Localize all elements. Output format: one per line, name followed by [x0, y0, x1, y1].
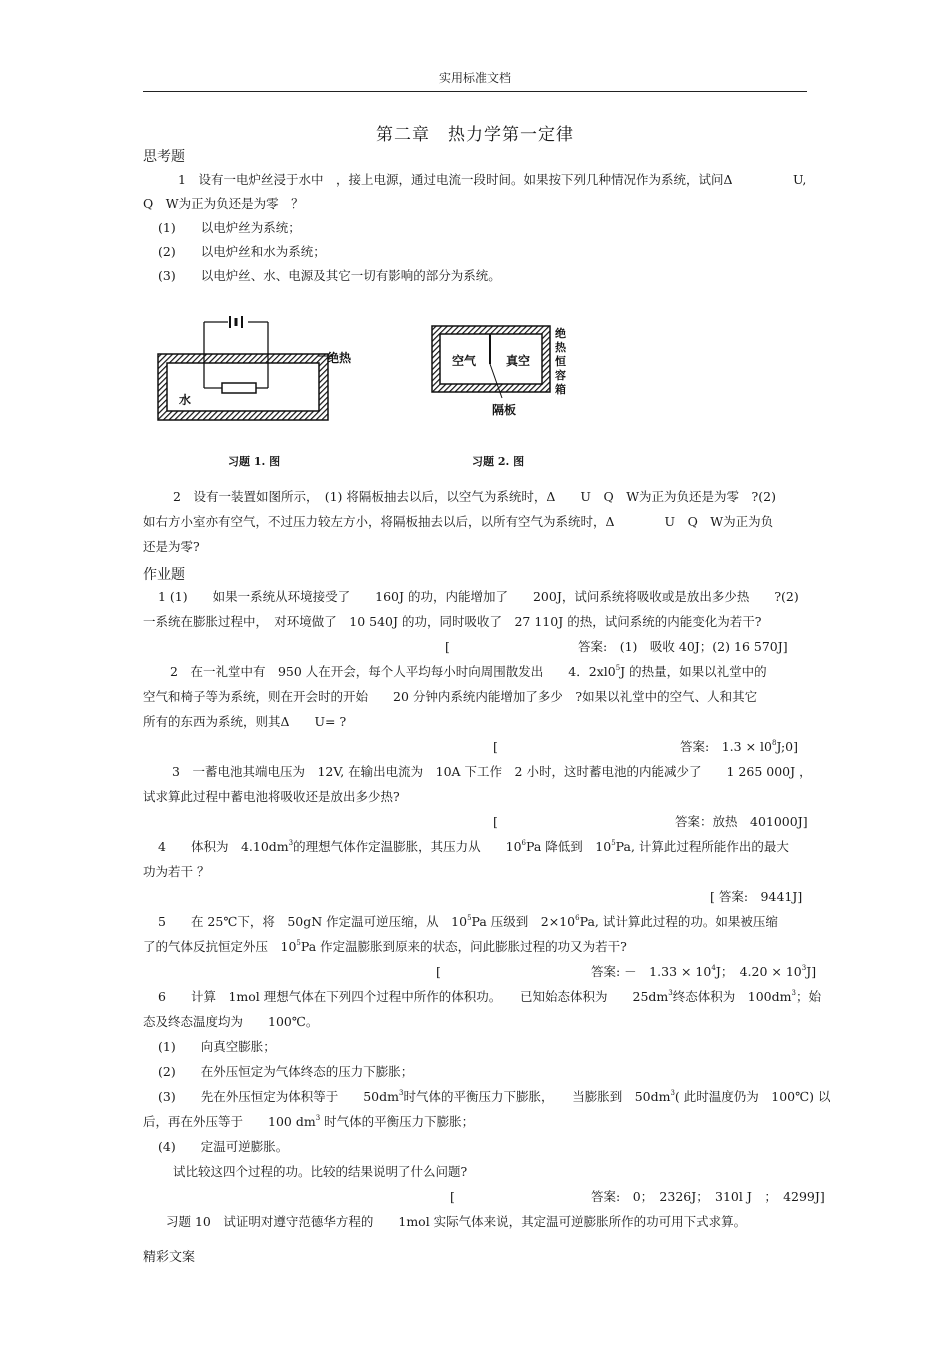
header-rule	[143, 91, 807, 92]
fig2-box-char-2: 热	[555, 341, 566, 354]
section-thinking: 思考题	[143, 149, 185, 165]
h5-answer: 答案: － $1.33 \times 10^4J$； $4.20 \times 10^3J$]	[591, 964, 817, 979]
q1-line-a-end: U,	[793, 172, 807, 187]
fig2-label-partition: 隔板	[492, 403, 517, 417]
fig2-box-char-3: 恒	[555, 355, 566, 368]
fig2-box-char-1: 绝	[555, 327, 566, 340]
h3-answer: 答案：放热 401000J]	[675, 814, 808, 829]
h6-answer-bracket: [	[450, 1189, 455, 1204]
h2-answer-bracket: [	[493, 739, 498, 754]
page-header: 实用标准文档	[438, 71, 511, 85]
h5-answer-bracket: [	[436, 964, 441, 979]
h6-answer: 答案: 0； 2326J； 310l J ； 4299J]	[591, 1189, 825, 1204]
h4-line-a: 4 体积为 $4.10dm^3$的理想气体作定温膨胀，其压力从 $10^6Pa$ 降低到 $10^5Pa$, 计算此过程所能作出的最大	[158, 839, 789, 854]
q1-line-b: Q W为正为负还是为零 ？	[143, 196, 304, 211]
h3-line-a: 3 一蓄电池其端电压为 12V, 在输出电流为 10A 下工作 2 小时，这时蓄电池的内能减少了 1 265 000J ，	[172, 764, 812, 779]
q1-line-a: 1 设有一电炉丝浸于水中 ，接上电源，通过电流一段时间。如果按下列几种情况作为系统，试问Δ	[178, 172, 733, 187]
q2-line-b: 如右方小室亦有空气，不过压力较左方小，将隔板抽去以后，以所有空气为系统时，Δ U Q W为正为负	[143, 514, 774, 529]
h6-item-3a: (3) 先在外压恒定为体积等于 $50dm^3$时气体的平衡压力下膨胀， 当膨胀到 $50dm^3$( 此时温度仍为 100℃) 以	[158, 1089, 831, 1104]
q1-item-1: (1) 以电炉丝为系统；	[158, 220, 301, 235]
fig2-box-char-5: 箱	[555, 383, 566, 396]
figure-2	[428, 322, 578, 422]
h1-line-b: 一系统在膨胀过程中， 对环境做了 10 540J 的功，同时吸收了 27 110J 的热，试问系统的内能变化为若干?	[143, 614, 762, 629]
h6-item-2: (2) 在外压恒定为气体终态的压力下膨胀；	[158, 1064, 414, 1079]
h6-line-a: 6 计算 1mol 理想气体在下列四个过程中所作的体积功。 已知始态体积为 $25dm^3$终态体积为 $100dm^3$；始	[158, 989, 821, 1004]
h5-line-a: 5 在 25℃下，将 50gN 作定温可逆压缩，从 $10^5Pa$ 压级到 $2\times 10^6Pa$, 试计算此过程的功。如果被压缩	[158, 914, 778, 929]
h6-line-b: 态及终态温度均为 100℃。	[143, 1014, 319, 1029]
q1-item-3: (3) 以电炉丝、水、电源及其它一切有影响的部分为系统。	[158, 268, 501, 283]
h1-answer: 答案: (1) 吸收 40J；(2) 16 570J]	[578, 639, 788, 654]
q2-line-a: 2 设有一装置如图所示， (1) 将隔板抽去以后，以空气为系统时，Δ U Q W为正为负还是为零 ?(2)	[173, 489, 776, 504]
fig2-label-vacuum: 真空	[506, 354, 531, 368]
h1-line-a: 1 (1) 如果一系统从环境接受了 160J 的功，内能增加了 200J，试问系统将吸收或是放出多少热 ?(2)	[158, 589, 799, 604]
h6-item-1: (1) 向真空膨胀；	[158, 1039, 276, 1054]
h2-line-c: 所有的东西为系统，则其Δ U= ?	[143, 714, 347, 729]
fig2-box-char-4: 容	[555, 369, 566, 382]
h10-line: 习题 10 试证明对遵守范德华方程的 1mol 实际气体来说，其定温可逆膨胀所作的功可用下式求算。	[166, 1214, 747, 1229]
figure-1	[150, 308, 370, 438]
h2-line-a: 2 在一礼堂中有 950 人在开会，每个人平均每小时向周围散发出 4．$2xl0^5J$ 的热量，如果以礼堂中的	[170, 664, 767, 679]
h3-answer-bracket: [	[493, 814, 498, 829]
h5-line-b: 了的气体反抗恒定外压 $10^5Pa$ 作定温膨胀到原来的状态，问此膨胀过程的功又为若干?	[143, 939, 627, 954]
fig1-label-insulation: 绝热	[327, 351, 352, 365]
figure-2-caption: 习题 2. 图	[472, 455, 525, 468]
h1-answer-bracket: [	[445, 639, 450, 654]
h6-item-3b: 后，再在外压等于 100 $dm^3$ 时气体的平衡压力下膨胀；	[143, 1114, 475, 1129]
h2-line-b: 空气和椅子等为系统，则在开会时的开始 20 分钟内系统内能增加了多少 ?如果以礼堂中的空气、人和其它	[143, 689, 758, 704]
figure-1-caption: 习题 1. 图	[228, 455, 281, 468]
q1-item-2: (2) 以电炉丝和水为系统；	[158, 244, 326, 259]
h6-line-c: 试比较这四个过程的功。比较的结果说明了什么问题?	[173, 1164, 468, 1179]
chapter-title: 第二章 热力学第一定律	[376, 125, 574, 145]
fig1-label-water: 水	[179, 393, 192, 407]
fig2-label-air: 空气	[452, 354, 477, 368]
q2-line-c: 还是为零?	[143, 539, 200, 554]
h6-item-4: (4) 定温可逆膨胀。	[158, 1139, 289, 1154]
section-homework: 作业题	[143, 567, 185, 583]
h2-answer: 答案: $1.3 \times l0^8J;0$]	[680, 739, 798, 754]
page-footer: 精彩文案	[143, 1250, 196, 1265]
h4-line-b: 功为若干 ？	[143, 864, 210, 879]
h3-line-b: 试求算此过程中蓄电池将吸收还是放出多少热?	[143, 789, 400, 804]
h4-answer: [ 答案: 9441J]	[710, 889, 803, 904]
